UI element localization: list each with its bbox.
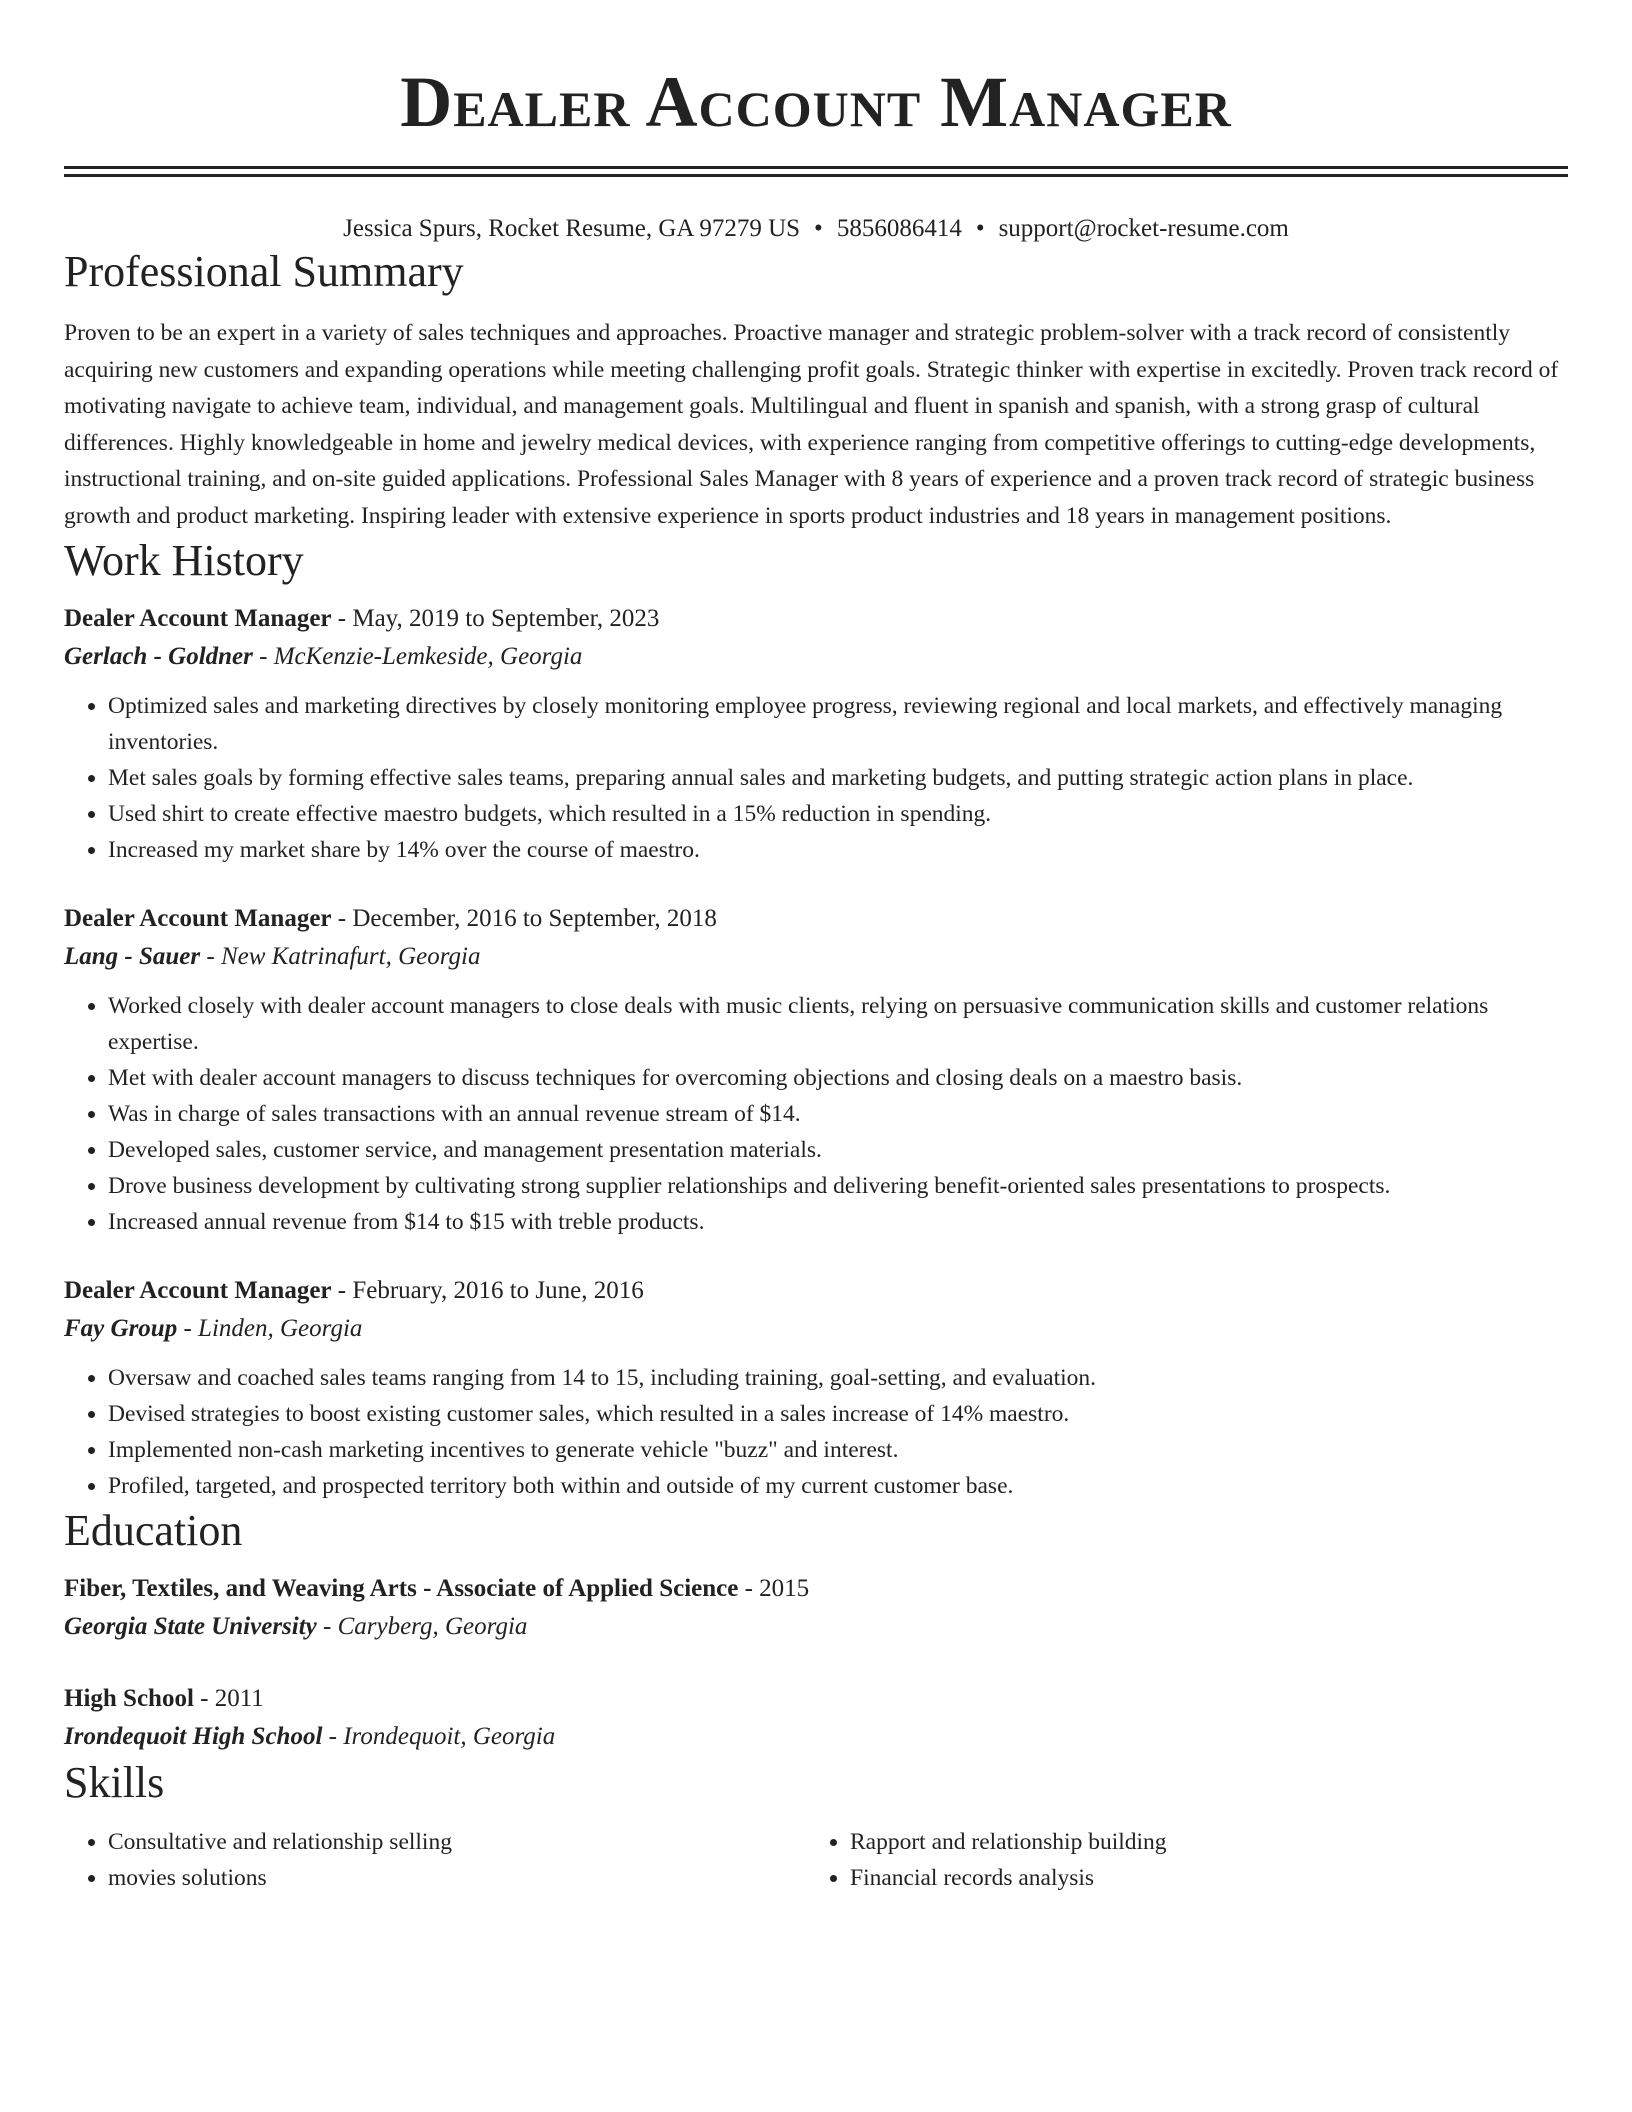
education-school-line bbox=[64, 1718, 1568, 1756]
education-school: Irondequoit High School bbox=[64, 1723, 323, 1750]
contact-separator: • bbox=[814, 215, 823, 242]
skills-heading: Skills bbox=[64, 1758, 165, 1807]
work-history-heading: Work History bbox=[64, 536, 304, 585]
list-item: • Implemented non-cash marketing incentives to generate vehicle "buzz" and interest. bbox=[108, 1432, 1568, 1468]
education-location: - Irondequoit, Georgia bbox=[322, 1723, 556, 1750]
list-item: • Increased my market share by 14% over the course of maestro. bbox=[108, 832, 1568, 868]
job-title: Dealer Account Manager bbox=[64, 605, 332, 632]
list-item: • Worked closely with dealer account managers to close deals with music clients, relying on persuasive communication skills and customer relations expertise. bbox=[108, 988, 1568, 1060]
summary-text: Proven to be an expert in a variety of sales techniques and approaches. Proactive manager and strategic problem-solver with a track record of consistently acquiring new customers and expanding operations while meeting challenging profit goals. Strategic thinker with expertise in excitedly. Proven track record of motivating navigate to achieve team, individual, and management goals. Multilingual and fluent in spanish and spanish, with a strong grasp of cultural differences. Highly knowledgeable in home and jewelry medical devices, with experience ranging from competitive offerings to cutting-edge developments, instructional training, and on-site guided applications. Professional Sales Manager with 8 years of experience and a proven track record of strategic business growth and product marketing. Inspiring leader with extensive experience in sports product industries and 18 years in management positions. bbox=[64, 320, 1559, 529]
list-item: • Increased annual revenue from $14 to $15 with treble products. bbox=[108, 1204, 1568, 1240]
list-item: • Profiled, targeted, and prospected territory both within and outside of my current customer base. bbox=[108, 1468, 1568, 1504]
job-company: Gerlach - Goldner bbox=[64, 643, 253, 670]
job-company: Fay Group bbox=[64, 1315, 178, 1342]
job-entry bbox=[64, 900, 1568, 1240]
job-dates: - December, 2016 to September, 2018 bbox=[331, 905, 717, 932]
skills-column-left bbox=[64, 1824, 806, 1896]
list-item: • Consultative and relationship selling bbox=[108, 1824, 806, 1860]
list-item: • Was in charge of sales transactions with an annual revenue stream of $14. bbox=[108, 1096, 1568, 1132]
education-degree: High School bbox=[64, 1685, 194, 1712]
job-bullets bbox=[64, 688, 1568, 868]
job-company-line bbox=[64, 1310, 1568, 1348]
job-title: Dealer Account Manager bbox=[64, 905, 332, 932]
job-location: - McKenzie-Lemkeside, Georgia bbox=[252, 643, 583, 670]
job-entry bbox=[64, 1272, 1568, 1504]
list-item: • Devised strategies to boost existing customer sales, which resulted in a sales increase of 14% maestro. bbox=[108, 1396, 1568, 1432]
education-school: Georgia State University bbox=[64, 1613, 317, 1640]
list-item: • Met with dealer account managers to discuss techniques for overcoming objections and closing deals on a maestro basis. bbox=[108, 1060, 1568, 1096]
job-bullets bbox=[64, 1360, 1568, 1504]
job-title-line bbox=[64, 600, 1568, 638]
education-heading: Education bbox=[64, 1506, 243, 1555]
list-item: • Oversaw and coached sales teams ranging from 14 to 15, including training, goal-setting, and evaluation. bbox=[108, 1360, 1568, 1396]
job-title-line bbox=[64, 900, 1568, 938]
skills-list bbox=[64, 1824, 1568, 1896]
education-location: - Caryberg, Georgia bbox=[316, 1613, 528, 1640]
job-dates: - May, 2019 to September, 2023 bbox=[331, 605, 660, 632]
list-item: • Developed sales, customer service, and management presentation materials. bbox=[108, 1132, 1568, 1168]
list-item: • Used shirt to create effective maestro budgets, which resulted in a 15% reduction in spending. bbox=[108, 796, 1568, 832]
job-location: - New Katrinafurt, Georgia bbox=[200, 943, 481, 970]
resume-title: Dealer Account Manager bbox=[400, 62, 1232, 142]
contact-address: Jessica Spurs, Rocket Resume, GA 97279 US bbox=[343, 215, 801, 242]
job-company: Lang - Sauer bbox=[64, 943, 201, 970]
job-entry bbox=[64, 600, 1568, 868]
list-item: • Drove business development by cultivating strong supplier relationships and delivering benefit-oriented sales presentations to prospects. bbox=[108, 1168, 1568, 1204]
contact-line bbox=[64, 213, 1568, 245]
job-title: Dealer Account Manager bbox=[64, 1277, 332, 1304]
list-item: • Met sales goals by forming effective sales teams, preparing annual sales and marketing budgets, and putting strategic action plans in place. bbox=[108, 760, 1568, 796]
summary-heading: Professional Summary bbox=[64, 247, 464, 296]
education-degree-line bbox=[64, 1680, 1568, 1718]
job-location: - Linden, Georgia bbox=[177, 1315, 363, 1342]
title-divider bbox=[64, 166, 1568, 177]
list-item: • Financial records analysis bbox=[850, 1860, 1548, 1896]
contact-separator: • bbox=[975, 215, 985, 242]
job-bullets bbox=[64, 988, 1568, 1240]
education-degree-line bbox=[64, 1570, 1568, 1608]
education-school-line bbox=[64, 1608, 1568, 1646]
job-title-line bbox=[64, 1272, 1568, 1310]
list-item: • movies solutions bbox=[108, 1860, 806, 1896]
education-degree: Fiber, Textiles, and Weaving Arts - Associate of Applied Science bbox=[64, 1575, 739, 1602]
contact-phone: 5856086414 bbox=[836, 215, 962, 242]
job-dates: - February, 2016 to June, 2016 bbox=[331, 1277, 644, 1304]
job-company-line bbox=[64, 638, 1568, 676]
education-entry bbox=[64, 1570, 1568, 1646]
education-year: - 2015 bbox=[738, 1575, 810, 1602]
education-year: - 2011 bbox=[193, 1685, 264, 1712]
education-entry bbox=[64, 1680, 1568, 1756]
list-item: • Optimized sales and marketing directives by closely monitoring employee progress, reviewing regional and local markets, and effectively managing inventories. bbox=[108, 688, 1568, 760]
job-company-line bbox=[64, 938, 1568, 976]
list-item: • Rapport and relationship building bbox=[850, 1824, 1548, 1860]
contact-email: support@rocket-resume.com bbox=[998, 215, 1289, 242]
skills-column-right bbox=[806, 1824, 1548, 1896]
